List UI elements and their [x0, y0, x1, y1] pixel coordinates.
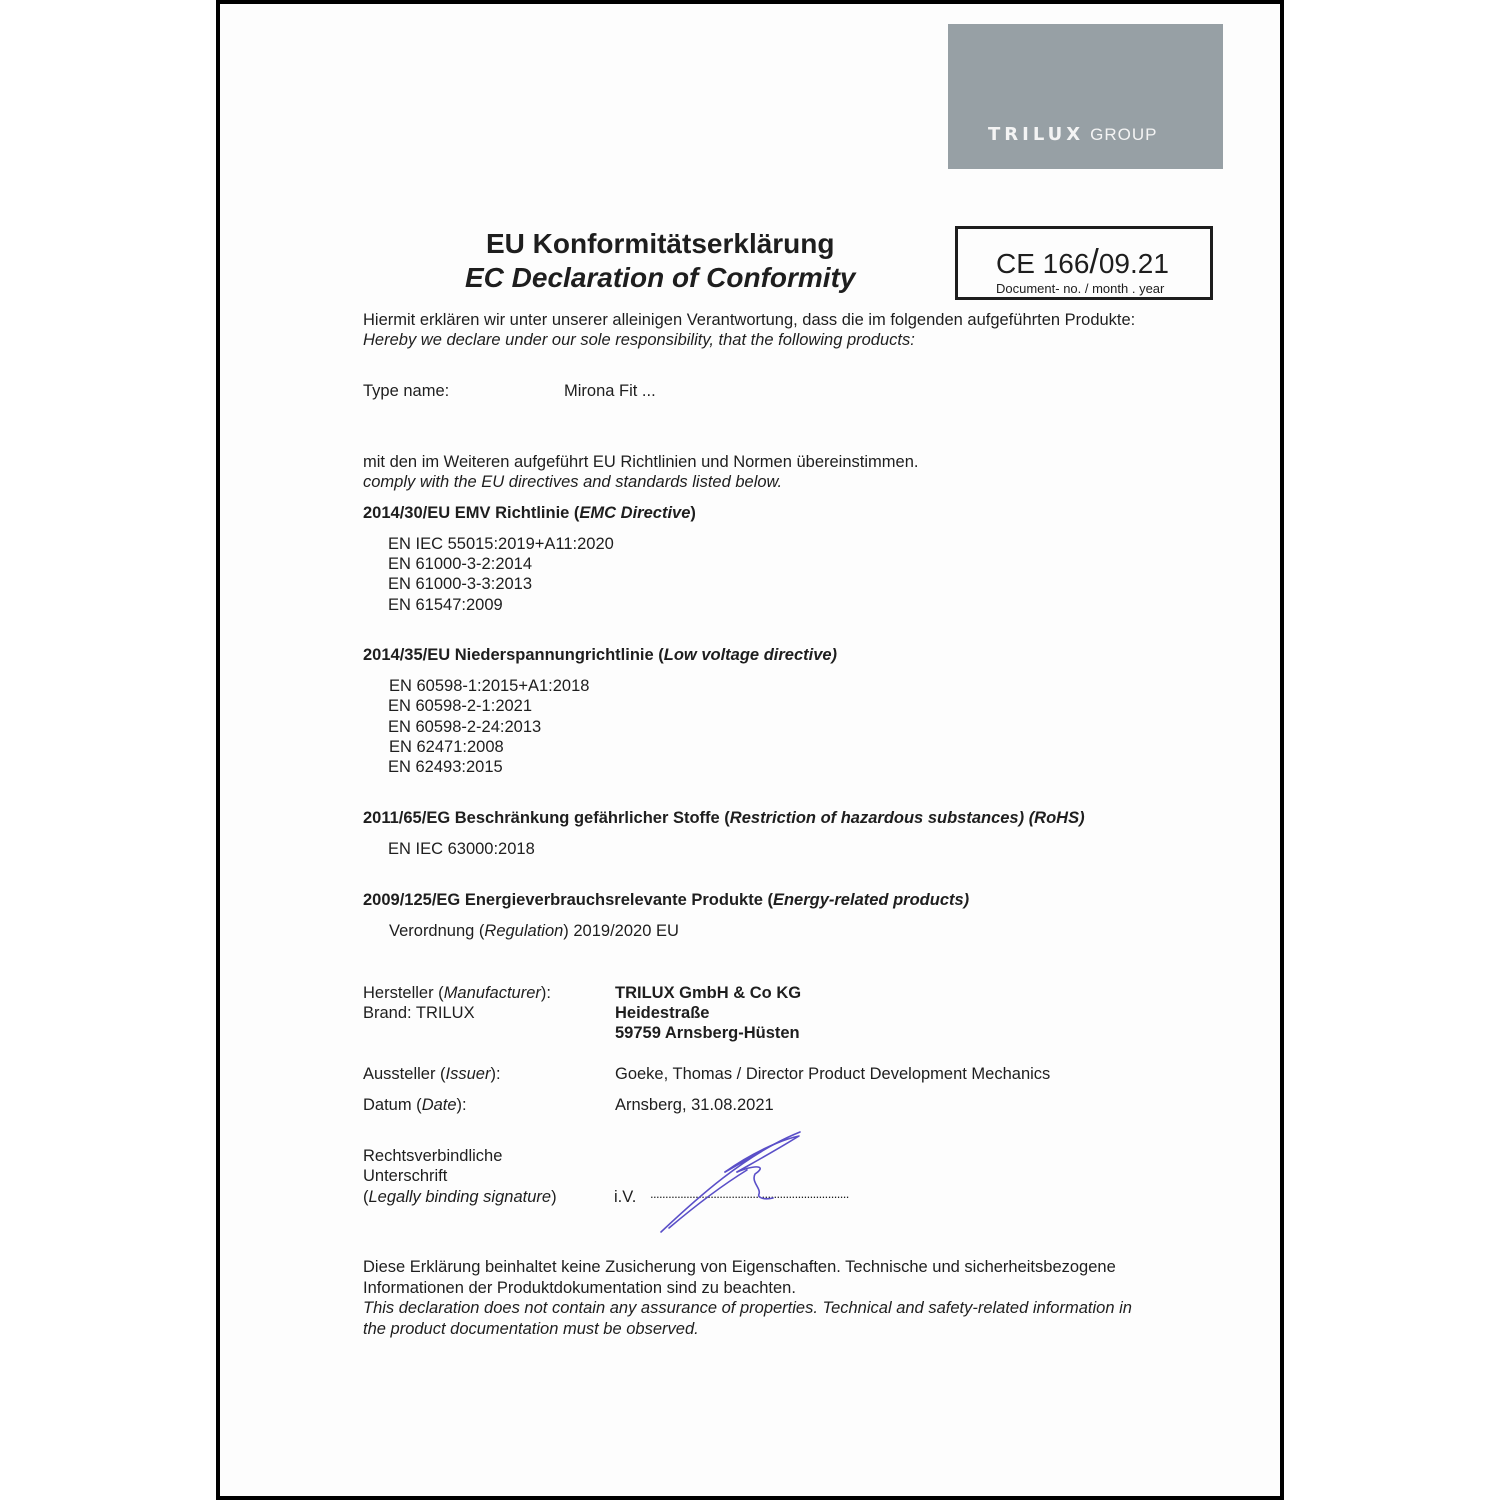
standard-item: EN 61000-3-3:2013 [388, 575, 533, 593]
document-number-label: Document- no. / month . year [996, 281, 1165, 296]
document-number-box [955, 226, 1213, 300]
standard-item: EN 60598-1:2015+A1:2018 [389, 677, 590, 695]
disclaimer-german-line1: Diese Erklärung beinhaltet keine Zusicherung von Eigenschaften. Technische und sicherheitsbezogene [363, 1258, 1116, 1276]
comply-english: comply with the EU directives and standards listed below. [363, 473, 783, 491]
signature-dotted-line: .................................................................. [650, 1186, 849, 1201]
label-en: Legally binding signature [368, 1188, 552, 1206]
label-pre: ( [363, 1188, 369, 1206]
standard-item: EN 61000-3-2:2014 [388, 555, 533, 573]
regulation-item [389, 922, 679, 941]
handwritten-signature-icon [655, 1128, 815, 1238]
standard-item: EN IEC 63000:2018 [388, 840, 535, 858]
directive-code: 2014/35/EU Niederspannungrichtlinie ( [363, 646, 664, 664]
disclaimer-english-line1: This declaration does not contain any assurance of properties. Technical and safety-related information in [363, 1299, 1132, 1317]
regulation-pre: Verordnung ( [389, 922, 485, 940]
manufacturer-name: TRILUX GmbH & Co KG [615, 984, 802, 1002]
label-pre: Hersteller ( [363, 984, 444, 1002]
standard-item: EN 62493:2015 [388, 758, 503, 776]
label-en: Date [421, 1096, 457, 1114]
regulation-post: ) 2019/2020 EU [563, 922, 679, 940]
document-number-slash: / [1089, 243, 1099, 281]
title-german: EU Konformitätserklärung [486, 228, 835, 259]
intro-english: Hereby we declare under our sole responsibility, that the following products: [363, 331, 915, 349]
directive-code: 2009/125/EG Energieverbrauchsrelevante Produkte ( [363, 891, 773, 909]
label-post: ) [551, 1188, 557, 1206]
directive-name-en: Energy-related products) [772, 891, 970, 909]
signature-label-line1: Rechtsverbindliche [363, 1147, 503, 1165]
issuer-value: Goeke, Thomas / Director Product Development Mechanics [615, 1065, 1051, 1083]
directive-name-en: EMC Directive [579, 504, 691, 522]
standard-item: EN 60598-2-24:2013 [388, 718, 542, 736]
label-post: ): [456, 1096, 467, 1114]
directive-rohs-heading [363, 809, 1085, 828]
manufacturer-city: 59759 Arnsberg-Hüsten [615, 1024, 800, 1042]
standard-item: EN 60598-2-1:2021 [388, 697, 533, 715]
directive-name-en: Restriction of hazardous substances) (RoHS) [729, 809, 1085, 827]
directive-close: ) [690, 504, 696, 522]
date-label [363, 1096, 467, 1115]
issuer-label [363, 1065, 501, 1084]
directive-erp-heading [363, 891, 969, 910]
label-pre: Datum ( [363, 1096, 422, 1114]
manufacturer-label [363, 984, 551, 1003]
intro-german: Hiermit erklären wir unter unserer alleinigen Verantwortung, dass die im folgenden aufgeführten Produkte: [363, 311, 1136, 329]
directive-code: 2011/65/EG Beschränkung gefährlicher Stoffe ( [363, 809, 730, 827]
directive-emc-heading [363, 504, 696, 523]
regulation-en: Regulation [484, 922, 564, 940]
standard-item: EN 61547:2009 [388, 596, 503, 614]
logo-brand: TRILUX [988, 124, 1085, 145]
directive-lvd-heading [363, 646, 837, 665]
standard-item: EN IEC 55015:2019+A11:2020 [388, 535, 614, 553]
type-name-value: Mirona Fit ... [564, 382, 656, 400]
label-pre: Aussteller ( [363, 1065, 446, 1083]
signature-label-line3 [363, 1188, 557, 1207]
document-number [996, 243, 1169, 282]
directive-name-en: Low voltage directive) [663, 646, 838, 664]
manufacturer-street: Heidestraße [615, 1004, 710, 1022]
document-number-suffix: 09.21 [1098, 248, 1169, 279]
label-post: ): [490, 1065, 501, 1083]
document-number-prefix: CE 166 [996, 248, 1090, 279]
disclaimer-english-line2: the product documentation must be observed. [363, 1320, 699, 1338]
directive-code: 2014/30/EU EMV Richtlinie ( [363, 504, 580, 522]
signature-label-line2: Unterschrift [363, 1167, 448, 1185]
label-en: Issuer [445, 1065, 491, 1083]
logo-group: GROUP [1090, 125, 1158, 144]
disclaimer-german-line2: Informationen der Produktdokumentation sind zu beachten. [363, 1279, 796, 1297]
label-en: Manufacturer [443, 984, 541, 1002]
type-name-label: Type name: [363, 382, 450, 400]
date-value: Arnsberg, 31.08.2021 [615, 1096, 774, 1114]
brand-label: Brand: TRILUX [363, 1004, 475, 1022]
title-english: EC Declaration of Conformity [465, 262, 856, 293]
standard-item: EN 62471:2008 [389, 738, 504, 756]
label-post: ): [540, 984, 551, 1002]
trilux-group-logo [948, 24, 1223, 169]
comply-german: mit den im Weiteren aufgeführt EU Richtlinien und Normen übereinstimmen. [363, 453, 919, 471]
signature-prefix: i.V. [614, 1188, 637, 1206]
